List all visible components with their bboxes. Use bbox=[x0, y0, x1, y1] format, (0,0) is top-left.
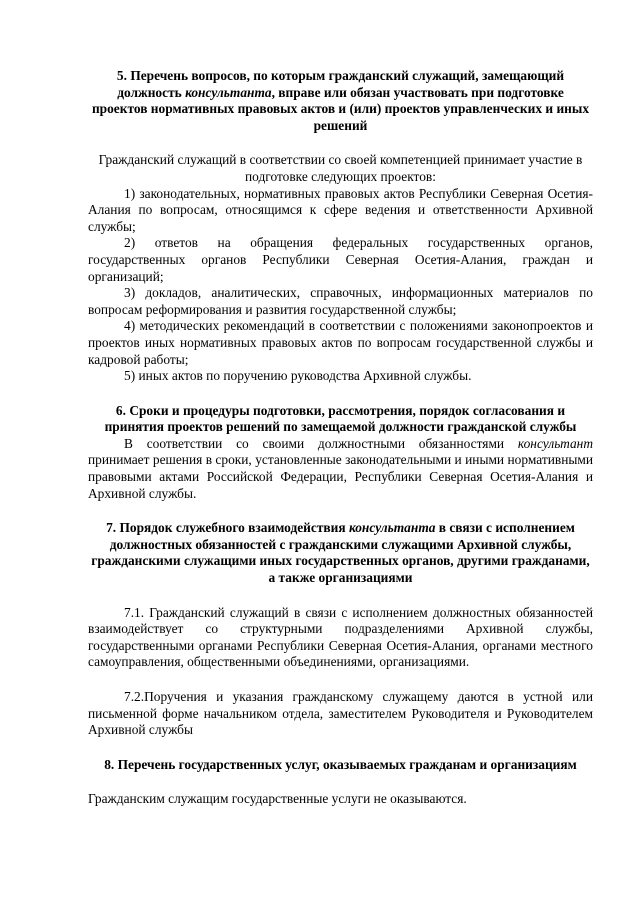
section-5-intro: Гражданский служащий в соответствии со своей компетенцией принимает участие в подготовке следующих проектов: bbox=[98, 152, 583, 184]
section-5-item-5: 5) иных актов по поручению руководства Архивной службы. bbox=[124, 368, 472, 384]
section-5-item-2: 2) ответов на обращения федеральных государственных органов, государственных органов Республики Северная Осетия-Алания, граждан и организаций; bbox=[88, 235, 593, 284]
section-5-title-emphasis: консультанта bbox=[185, 84, 272, 100]
section-5-item-4: 4) методических рекомендаций в соответствии с положениями законопроектов и проектов иных нормативных правовых актов по вопросам государственной службы и кадровой работы; bbox=[88, 318, 593, 367]
section-6-emphasis: консультант bbox=[517, 435, 593, 451]
section-7-title: 7. Порядок служебного взаимодействия консультанта в связи с исполнением должностных обязанностей с гражданскими служащими Архивной службы, гражданскими служащими иных государственных органов, другими гражданами, а также организациями bbox=[91, 520, 590, 586]
section-5-item-3: 3) докладов, аналитических, справочных, информационных материалов по вопросам реформирования и развития государственной службы; bbox=[88, 285, 593, 317]
section-7-title-emphasis: консультанта bbox=[348, 520, 436, 536]
section-8-title: 8. Перечень государственных услуг, оказываемых гражданам и организациям bbox=[104, 756, 577, 772]
section-8-text: Гражданским служащим государственные услуги не оказываются. bbox=[88, 791, 467, 807]
section-7-paragraph-2: 7.2.Поручения и указания гражданскому служащему даются в устной или письменной форме начальником отдела, заместителем Руководителя и Руководителем Архивной службы bbox=[88, 689, 593, 738]
section-5-title: 5. Перечень вопросов, по которым гражданский служащий, замещающий должность консультанта, вправе или обязан участвовать при подготовке проектов нормативных правовых актов и (или) проектов управленческих и иных решений bbox=[91, 68, 590, 133]
section-7-paragraph-1: 7.1. Гражданский служащий в связи с исполнением должностных обязанностей взаимодействует со структурными подразделениями Архивной службы, государственными органами Республики Северная Осетия-Алания, органами местного самоуправления, общественными объединениями, организациями. bbox=[88, 604, 593, 670]
section-5-item-1: 1) законодательных, нормативных правовых актов Республики Северная Осетия-Алания по вопросам, относящимся к сфере ведения и ответственности Архивной службы; bbox=[88, 185, 593, 234]
section-6-text: В соответствии со своими должностными обязанностями консультант принимает решения в сроки, установленные законодательными и иными нормативными правовыми актами Российской Федерации, Республики Северная Осетия-Алания и Архивной службы. bbox=[88, 435, 593, 501]
document-body bbox=[88, 68, 593, 808]
section-6-title: 6. Сроки и процедуры подготовки, рассмотрения, порядок согласования и принятия проектов решений по замещаемой должности гражданской службы bbox=[104, 402, 577, 435]
